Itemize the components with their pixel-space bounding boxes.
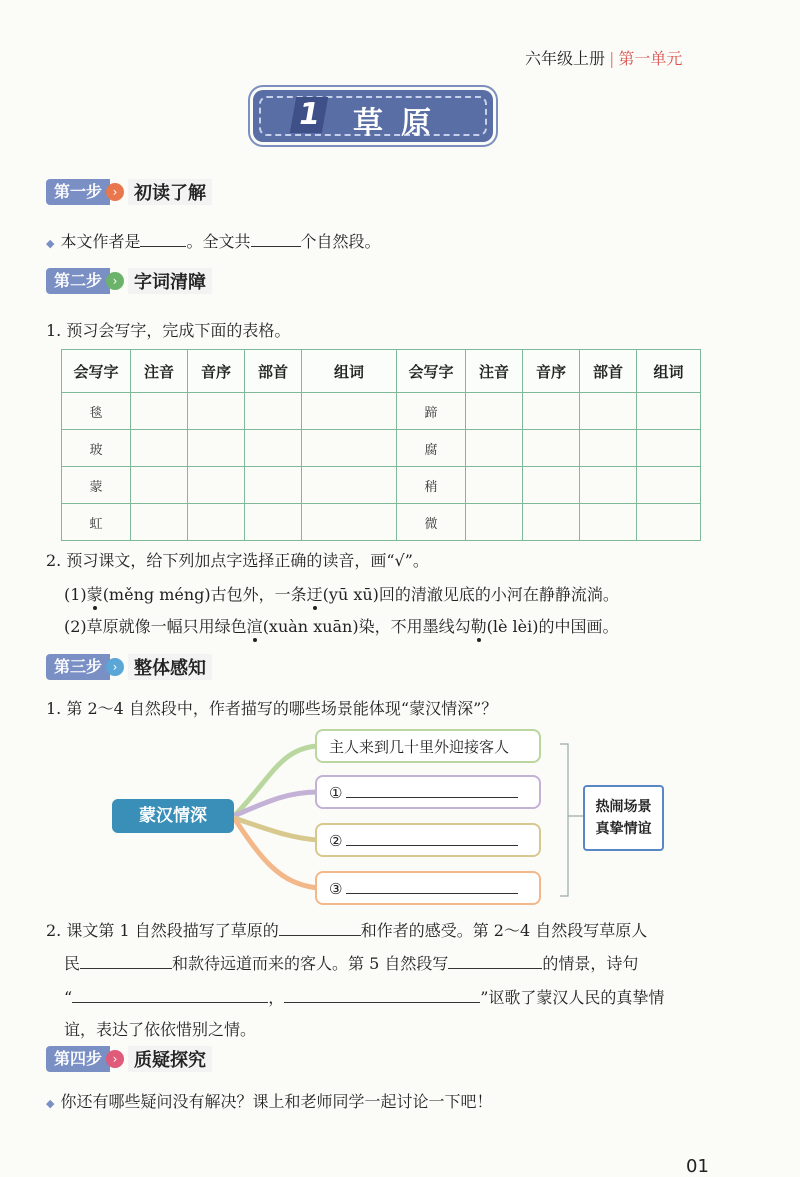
char-cell: 微 [397,504,466,541]
step3-q2-line4: 谊，表达了依依惜别之情。 [64,1020,257,1039]
step3-q2-line1 [46,918,647,941]
dotted-char: 蒙 [86,585,103,604]
answer-blank[interactable] [448,968,542,969]
answer-blank[interactable] [279,935,361,936]
answer-cell[interactable] [466,467,523,504]
character-table [61,349,701,541]
arrow-icon: › [106,658,124,676]
answer-cell[interactable] [637,430,701,467]
step2-name: 字词清障 [128,268,212,294]
answer-cell[interactable] [188,430,245,467]
s-text: (lè lèi)的中国画。 [486,617,619,636]
answer-cell[interactable] [523,504,580,541]
arrow-icon: › [106,183,124,201]
q-text: 你还有哪些疑问没有解决？课上和老师同学一起讨论一下吧！ [60,1092,493,1111]
summary-line: 热闹场景 [595,799,652,815]
dotted-char: 勒 [470,617,487,636]
answer-blank[interactable] [284,1002,480,1003]
step4-label: 第四步 [46,1046,110,1072]
answer-cell[interactable] [523,467,580,504]
step2-label: 第二步 [46,268,110,294]
answer-blank[interactable] [72,1002,268,1003]
arrow-icon: › [106,272,124,290]
step2-q1: 1. 预习会写字，完成下面的表格。 [46,321,291,340]
table-row [62,393,701,430]
answer-cell[interactable] [245,504,302,541]
answer-cell[interactable] [131,430,188,467]
lesson-number: 1 [290,97,328,133]
answer-blank[interactable] [346,797,518,798]
table-row [62,467,701,504]
mindmap-item[interactable] [315,775,541,809]
answer-cell[interactable] [302,467,397,504]
sentence-1 [64,582,619,605]
table-row [62,504,701,541]
s-text: (yū xū)回的清澈见底的小河在静静流淌。 [322,585,619,604]
s-text: (2)草原就像一幅只用绿色 [64,617,247,636]
char-cell: 虹 [62,504,131,541]
step1-heading [46,179,212,205]
char-cell: 蒙 [62,467,131,504]
s-text: (1) [64,585,87,604]
table-row [62,430,701,467]
column-header: 注音 [466,350,523,393]
step1-question [46,229,381,252]
column-header: 部首 [245,350,302,393]
step4-question [46,1089,492,1112]
item-number: ① [329,784,343,802]
answer-cell[interactable] [580,393,637,430]
arrow-icon: › [106,1050,124,1068]
q-text: 的情景，诗句 [542,954,639,973]
step3-heading [46,654,212,680]
step1-name: 初读了解 [128,179,212,205]
step2-q2: 2. 预习课文，给下列加点字选择正确的读音，画“√”。 [46,551,429,570]
dotted-char: 渲 [246,617,263,636]
step3-q2-line2 [64,951,638,974]
q-text: ”讴歌了蒙汉人民的真挚情 [480,988,665,1007]
header-separator: | [609,49,615,68]
answer-blank[interactable] [80,968,172,969]
answer-cell[interactable] [131,467,188,504]
answer-cell[interactable] [245,430,302,467]
item-number: ② [329,832,343,850]
column-header: 组词 [302,350,397,393]
q-text: 和作者的感受。第 2～4 自然段写草原人 [360,921,648,940]
answer-cell[interactable] [523,393,580,430]
answer-cell[interactable] [523,430,580,467]
s-text: (xuàn xuān)染，不用墨线勾 [262,617,471,636]
char-cell: 毯 [62,393,131,430]
dotted-char: 迂 [306,585,323,604]
grade-label: 六年级上册 [525,49,606,68]
step3-name: 整体感知 [128,654,212,680]
answer-cell[interactable] [466,393,523,430]
step4-heading [46,1046,212,1072]
summary-line: 真挚情谊 [595,821,652,837]
step4-name: 质疑探究 [128,1046,212,1072]
answer-cell[interactable] [580,467,637,504]
step2-heading [46,268,212,294]
step3-q2-line3 [64,985,664,1008]
answer-cell[interactable] [188,504,245,541]
mindmap-item[interactable] [315,823,541,857]
lesson-title-banner [253,90,493,142]
answer-cell[interactable] [131,393,188,430]
answer-cell[interactable] [302,504,397,541]
column-header: 音序 [523,350,580,393]
diamond-bullet-icon: ◆ [46,237,55,250]
answer-blank[interactable] [346,845,518,846]
q-text: 2. 课文第 1 自然段描写了草原的 [46,921,279,940]
answer-blank[interactable] [251,246,301,247]
q-text: 。全文共 [186,232,251,251]
mindmap-summary-box [583,785,664,851]
column-header: 音序 [188,350,245,393]
answer-cell[interactable] [302,430,397,467]
step1-label: 第一步 [46,179,110,205]
page-number: 01 [686,1156,709,1177]
char-cell: 稍 [397,467,466,504]
column-header: 会写字 [62,350,131,393]
answer-cell[interactable] [637,393,701,430]
column-header: 注音 [131,350,188,393]
mindmap-item: 主人来到几十里外迎接客人 [315,729,541,763]
answer-cell[interactable] [245,393,302,430]
s-text: (měng méng)古包外，一条 [102,585,307,604]
step3-label: 第三步 [46,654,110,680]
mindmap-center: 蒙汉情深 [112,799,234,833]
char-cell: 腐 [397,430,466,467]
char-cell: 蹄 [397,393,466,430]
answer-blank[interactable] [346,893,518,894]
answer-cell[interactable] [302,393,397,430]
column-header: 会写字 [397,350,466,393]
answer-cell[interactable] [466,430,523,467]
answer-blank[interactable] [140,246,186,247]
step3-q1: 1. 第 2～4 自然段中，作者描写的哪些场景能体现“蒙汉情深”？ [46,699,498,718]
lesson-title: 草原 [353,106,449,141]
item-number: ③ [329,880,343,898]
unit-label: 第一单元 [618,49,683,68]
char-cell: 玻 [62,430,131,467]
answer-cell[interactable] [637,467,701,504]
q-text: 本文作者是 [60,232,141,251]
page-header [525,46,682,69]
q-text: 个自然段。 [300,232,381,251]
q-text: 和款待远道而来的客人。第 5 自然段写 [172,954,449,973]
sentence-2 [64,614,619,637]
column-header: 部首 [580,350,637,393]
column-header: 组词 [637,350,701,393]
q-text: “ [64,988,73,1007]
answer-cell[interactable] [188,467,245,504]
answer-cell[interactable] [466,504,523,541]
answer-cell[interactable] [245,467,302,504]
answer-cell[interactable] [580,504,637,541]
q-text: ， [268,988,285,1007]
answer-cell[interactable] [637,504,701,541]
answer-cell[interactable] [131,504,188,541]
answer-cell[interactable] [188,393,245,430]
mindmap-item[interactable] [315,871,541,905]
table-header-row [62,350,701,393]
answer-cell[interactable] [580,430,637,467]
q-text: 民 [64,954,81,973]
diamond-bullet-icon: ◆ [46,1097,55,1110]
